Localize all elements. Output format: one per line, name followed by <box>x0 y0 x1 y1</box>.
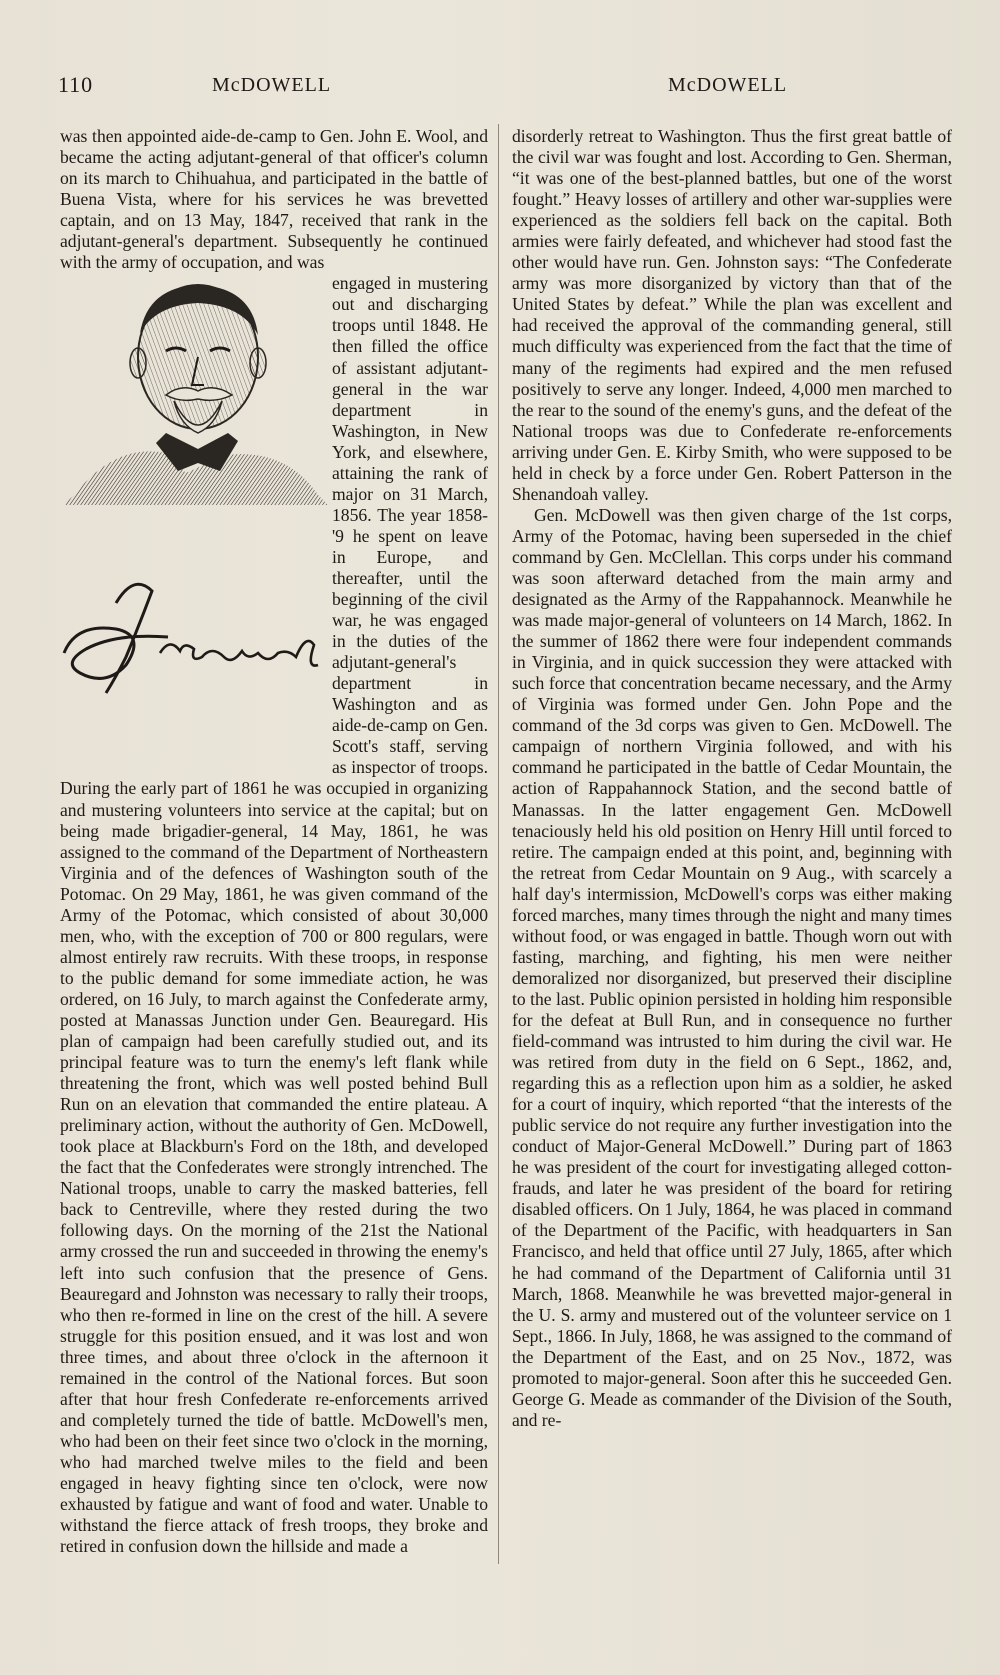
mcdowell-portrait-icon <box>56 273 328 767</box>
right-column <box>512 126 952 1431</box>
right-running-title: McDOWELL <box>668 74 788 96</box>
left-column-body-text: engaged in mustering out and discharging troops until 1848. He then filled the office of assistant adjutant-general in the war department in Washington, in New York, and elsewhere, attaining the rank of major on 31 March, 1856. The year 1858-'9 he spent on leave in Europe, and thereafter, until the beginning of the civil war, he was engaged in the duties of the adjutant-general's department in Washington and as aide-de-camp on Gen. Scott's staff, serving as inspector of troops. During the early part of 1861 he was occupied in organizing and mustering volunteers into service at the capital; but on being made brigadier-general, 14 May, 1861, he was assigned to the command of the Department of Northeastern Virginia and of the defences of Washington south of the Potomac. On 29 May, 1861, he was given command of the Army of the Potomac, which consisted of about 30,000 men, who, with the exception of 700 or 800 regulars, were almost entirely raw recruits. With these troops, in response to the public demand for some immediate action, he was ordered, on 16 July, to march against the Confederate army, posted at Manassas Junction under Gen. Beauregard. His plan of campaign had been carefully studied out, and its principal feature was to turn the enemy's left flank while threatening the front, which was well posted behind Bull Run on an elevation that commanded the entire plateau. A preliminary action, without the authority of Gen. McDowell, took place at Blackburn's Ford on the 18th, and developed the fact that the Confederates were strongly intrenched. The National troops, unable to carry the masked batteries, fell back to Centreville, where they rested during the two following days. On the morning of the 21st the National army crossed the run and succeeded in throwing the enemy's left into such confusion that the presence of Gens. Beauregard and Johnston was necessary to rally their troops, who then re-formed in line on the crest of the hill. A severe struggle for this position ensued, and it was lost and won three times, and about three o'clock in the afternoon it remained in the control of the National forces. But soon after that hour fresh Confederate re-enforcements arrived and completely turned the tide of battle. McDowell's men, who had been on their feet since two o'clock in the morning, who had marched twelve miles to the field and been engaged in heavy fighting since ten o'clock, were now exhausted by fatigue and want of food and water. Unable to withstand the fierce attack of fresh troops, they broke and retired in confusion down the hillside and made a <box>60 273 488 1557</box>
left-column <box>56 126 488 1557</box>
portrait-engraving <box>56 273 328 767</box>
right-column-paragraph-1: disorderly retreat to Washington. Thus the first great battle of the civil war was fought and lost. According to Gen. Sherman, “it was one of the best-planned battles, but one of the worst fought.” Heavy losses of artillery and other war-supplies were experienced as the soldiers fell back on the capital. Both armies were fairly defeated, and whichever had stood fast the other would have run. Gen. Johnston says: “The Confederate army was more disorganized by victory than that of the United States by defeat.” While the plan was excellent and had received the approval of the commanding general, still much difficulty was experienced from the fact that the time of many of the regiments had expired and the men refused positively to serve any longer. Indeed, 4,000 men marched to the rear to the sound of the enemy's guns, and the defeat of the National troops was due to Confederate re-enforcements arriving under Gen. E. Kirby Smith, who were supposed to be held in check by a force under Gen. Robert Patterson in the Shenandoah valley. <box>512 126 952 504</box>
running-head <box>0 72 1000 102</box>
signature-text: I McDowell <box>56 273 61 275</box>
column-divider <box>498 124 499 1564</box>
page-number: 110 <box>58 72 94 97</box>
left-column-lead-text: was then appointed aide-de-camp to Gen. John E. Wool, and became the acting adjutant-general of that officer's column on its march to Chihuahua, and participated in the battle of Buena Vista, where for his services he was brevetted captain, and on 13 May, 1847, received that rank in the adjutant-general's department. Subsequently he continued with the army of occupation, and was <box>60 126 488 273</box>
left-running-title: McDOWELL <box>212 74 332 96</box>
right-column-paragraph-2: Gen. McDowell was then given charge of the 1st corps, Army of the Potomac, having been superseded in the chief command by Gen. McClellan. This corps under his command was soon afterward detached from the main army and designated as the Army of the Rappahannock. Meanwhile he was made major-general of volunteers on 14 March, 1862. In the summer of 1862 there were four independent commands in Virginia, and in quick succession they were attacked with such force that concentration became necessary, and the Army of Virginia was formed under Gen. John Pope and the command of the 3d corps was given to Gen. McDowell. The campaign of northern Virginia followed, and with his command he participated in the battle of Cedar Mountain, the action of Rappahannock Station, and the second battle of Manassas. In the latter engagement Gen. McDowell tenaciously held his old position on Henry Hill until forced to retire. The campaign ended at this point, and, beginning with the retreat from Cedar Mountain on 9 Aug., with scarcely a half day's intermission, McDowell's corps was either making forced marches, many times through the night and many times without food, or was engaged in battle. Though worn out with fasting, marching, and fighting, his men were neither demoralized nor disorganized, but preserved their discipline to the last. Public opinion persisted in holding him responsible for the defeat at Bull Run, and in consequence no further field-command was intrusted to him during the civil war. He was retired from duty in the field on 6 Sept., 1862, and, regarding this as a reflection upon him as a soldier, he asked for a court of inquiry, which reported “that the interests of the public service do not require any further investigation into the conduct of Major-General McDowell.” During part of 1863 he was president of the court for investigating alleged cotton-frauds, and later he was president of the board for retiring disabled officers. On 1 July, 1864, he was placed in command of the Department of the Pacific, with headquarters in San Francisco, and held that office until 27 July, 1865, after which he had command of the Department of California until 31 March, 1868. Meanwhile he was brevetted major-general in the U. S. army and mustered out of the volunteer service on 1 Sept., 1866. In July, 1868, he was assigned to the command of the Department of the East, and on 25 Nov., 1872, was promoted to major-general. Soon after this he succeeded Gen. George G. Meade as commander of the Division of the South, and re- <box>512 504 952 1430</box>
